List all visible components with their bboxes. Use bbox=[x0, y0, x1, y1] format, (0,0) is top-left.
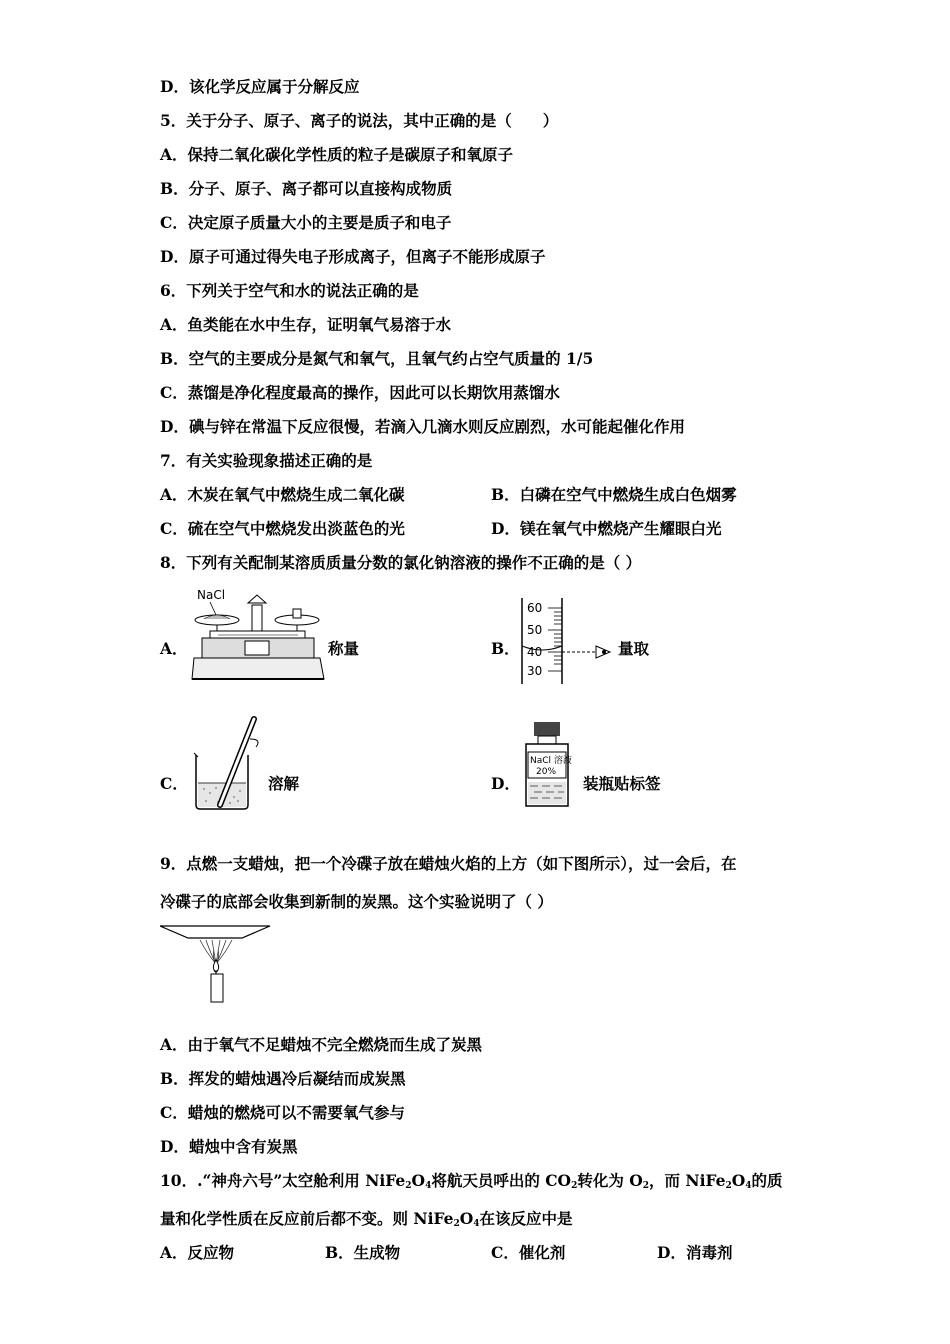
q9-option-a: A．由于氧气不足蜡烛不完全燃烧而生成了炭黑 bbox=[160, 1035, 483, 1054]
q10-option-c: C．催化剂 bbox=[491, 1243, 566, 1262]
q9-stem-line1: 9．点燃一支蜡烛，把一个冷碟子放在蜡烛火焰的上方（如下图所示），过一会后，在 bbox=[160, 854, 737, 873]
q8-a-letter: A． bbox=[160, 639, 188, 658]
q8-b-letter: B． bbox=[491, 639, 520, 658]
q10-option-a: A．反应物 bbox=[160, 1243, 235, 1262]
candle-plate-figure bbox=[160, 922, 272, 1004]
q8-b-caption: 量取 bbox=[618, 639, 650, 658]
q9-option-c: C．蜡烛的燃烧可以不需要氧气参与 bbox=[160, 1103, 405, 1122]
q8-c-caption: 溶解 bbox=[268, 774, 300, 793]
q10-option-b: B．生成物 bbox=[325, 1243, 401, 1262]
q7-option-b: B．白磷在空气中燃烧生成白色烟雾 bbox=[491, 485, 737, 504]
q8-d-caption: 装瓶贴标签 bbox=[583, 774, 661, 793]
q7-option-c: C．硫在空气中燃烧发出淡蓝色的光 bbox=[160, 519, 405, 538]
q7-option-a: A．木炭在氧气中燃烧生成二氧化碳 bbox=[160, 485, 405, 504]
q9-stem-line2: 冷碟子的底部会收集到新制的炭黑。这个实验说明了（ ） bbox=[160, 892, 553, 911]
q8-a-caption: 称量 bbox=[328, 639, 360, 658]
q4-option-d: D．该化学反应属于分解反应 bbox=[160, 77, 360, 96]
q6-option-c: C．蒸馏是净化程度最高的操作，因此可以长期饮用蒸馏水 bbox=[160, 383, 560, 402]
q5-option-d: D．原子可通过得失电子形成离子，但离子不能形成原子 bbox=[160, 247, 546, 266]
bottle-label-percent: 20% bbox=[536, 767, 557, 777]
q6-stem: 6．下列关于空气和水的说法正确的是 bbox=[160, 281, 419, 300]
q5-stem: 5．关于分子、原子、离子的说法，其中正确的是（ ） bbox=[160, 111, 559, 130]
q9-option-d: D．蜡烛中含有炭黑 bbox=[160, 1137, 298, 1156]
tick-label: 40 bbox=[527, 645, 543, 659]
reagent-bottle-figure bbox=[520, 718, 580, 810]
q8-d-letter: D． bbox=[491, 774, 520, 793]
q6-option-a: A．鱼类能在水中生存，证明氧气易溶于水 bbox=[160, 315, 452, 334]
beaker-figure bbox=[190, 713, 270, 813]
q7-stem: 7．有关实验现象描述正确的是 bbox=[160, 451, 373, 470]
tick-label: 60 bbox=[527, 601, 543, 615]
q6-option-d: D．碘与锌在常温下反应很慢，若滴入几滴水则反应剧烈，水可能起催化作用 bbox=[160, 417, 685, 436]
q10-stem-line2: 量和化学性质在反应前后都不变。则 $NiFe_2O_4$在该反应中是 bbox=[160, 1209, 573, 1229]
nacl-label: NaCl bbox=[197, 588, 226, 602]
q6-option-b: B．空气的主要成分是氮气和氧气，且氧气约占空气质量的 1/5 bbox=[160, 349, 594, 368]
q8-stem: 8．下列有关配制某溶质质量分数的氯化钠溶液的操作不正确的是（ ） bbox=[160, 553, 642, 572]
bottle-label-name: NaCl 溶液 bbox=[530, 756, 572, 766]
tick-label: 30 bbox=[527, 664, 543, 678]
q10-option-d: D．消毒剂 bbox=[657, 1243, 733, 1262]
q8-c-letter: C． bbox=[160, 774, 188, 793]
q5-option-b: B．分子、原子、离子都可以直接构成物质 bbox=[160, 179, 453, 198]
q5-option-c: C．决定原子质量大小的主要是质子和电子 bbox=[160, 213, 452, 232]
q10-stem-line1: 10．.“神舟六号”太空舱利用 $NiFe_2O_4$将航天员呼出的 $CO_2$转化为 $O_2$，而 $NiFe_2O_4$的质 bbox=[160, 1171, 783, 1191]
q7-option-d: D．镁在氧气中燃烧产生耀眼白光 bbox=[491, 519, 722, 538]
q9-option-b: B．挥发的蜡烛遇冷后凝结而成炭黑 bbox=[160, 1069, 406, 1088]
balance-figure bbox=[190, 585, 325, 685]
graduated-cylinder-figure bbox=[518, 596, 618, 686]
tick-label: 50 bbox=[527, 623, 543, 637]
q5-option-a: A．保持二氧化碳化学性质的粒子是碳原子和氧原子 bbox=[160, 145, 514, 164]
